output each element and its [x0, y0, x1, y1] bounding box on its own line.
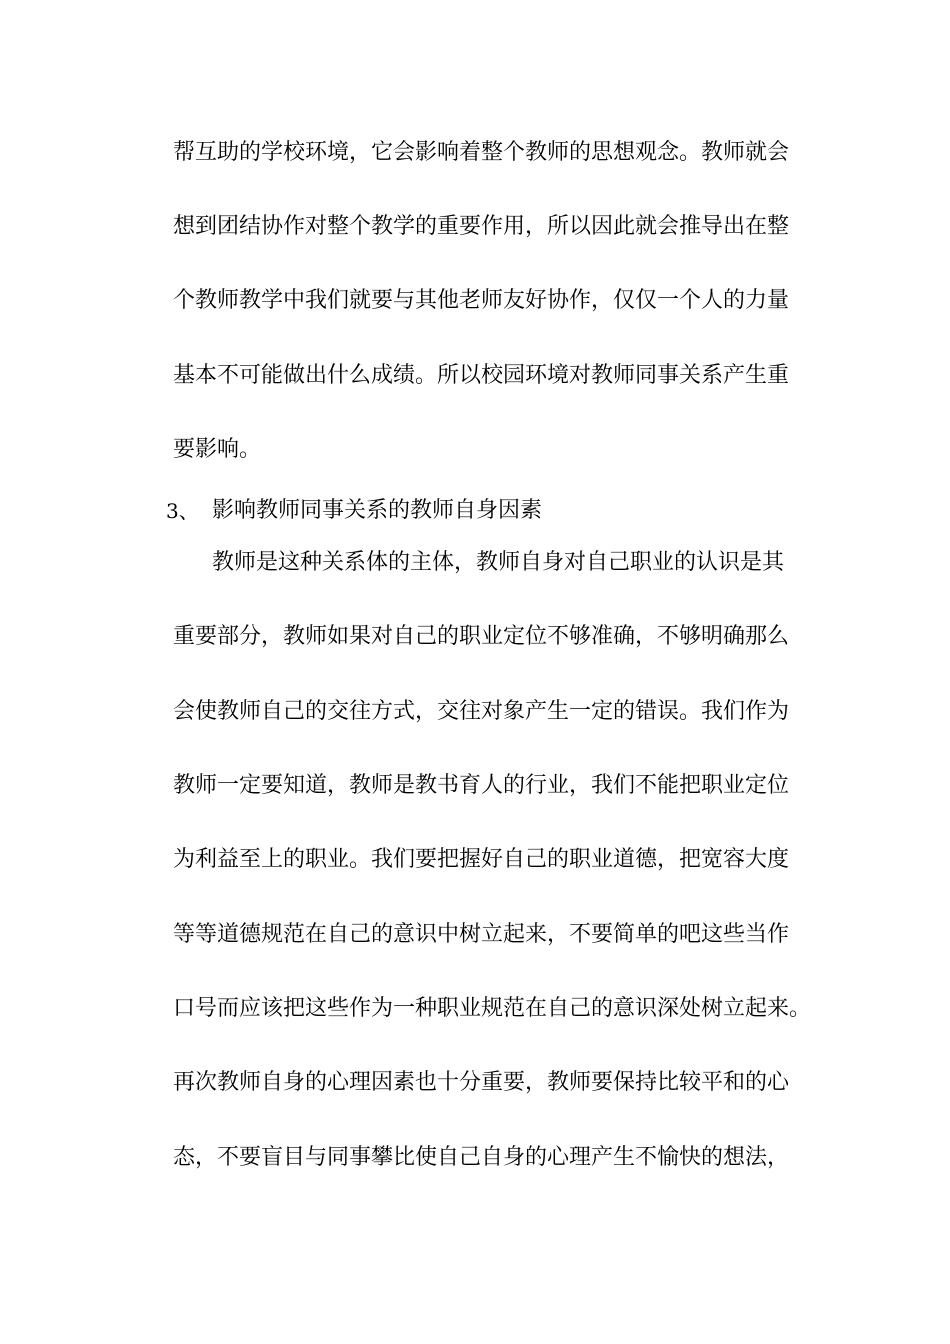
paragraph-1-line-4: 基本不可能做出什么成绩。所以校园环境对教师同事关系产生重 [173, 363, 790, 388]
paragraph-2-line-4: 教师一定要知道，教师是教书育人的行业，我们不能把职业定位 [173, 773, 790, 798]
paragraph-2-line-1: 教师是这种关系体的主体，教师自身对自己职业的认识是其 [212, 550, 785, 575]
paragraph-2-line-3: 会使教师自己的交往方式，交往对象产生一定的错误。我们作为 [173, 699, 790, 724]
paragraph-2-line-5: 为利益至上的职业。我们要把握好自己的职业道德，把宽容大度 [173, 847, 790, 872]
paragraph-2-line-8: 再次教师自身的心理因素也十分重要，教师要保持比较平和的心 [173, 1070, 790, 1095]
paragraph-1-line-3: 个教师教学中我们就要与其他老师友好协作，仅仅一个人的力量 [173, 288, 790, 313]
paragraph-1-line-1: 帮互助的学校环境，它会影响着整个教师的思想观念。教师就会 [173, 140, 790, 165]
paragraph-1-line-5: 要影响。 [173, 437, 262, 462]
paragraph-2-line-2: 重要部分，教师如果对自己的职业定位不够准确，不够明确那么 [173, 624, 790, 649]
paragraph-2-line-7: 口号而应该把这些作为一种职业规范在自己的意识深处树立起来。 [173, 996, 812, 1021]
section-3-title: 影响教师同事关系的教师自身因素 [212, 498, 543, 523]
paragraph-2-line-9: 态，不要盲目与同事攀比使自己自身的心理产生不愉快的想法， [173, 1145, 790, 1170]
paragraph-1-line-2: 想到团结协作对整个教学的重要作用，所以因此就会推导出在整 [173, 214, 790, 239]
section-3-number: 3、 [166, 499, 199, 523]
paragraph-2-line-6: 等等道德规范在自己的意识中树立起来，不要简单的吧这些当作 [173, 922, 790, 947]
